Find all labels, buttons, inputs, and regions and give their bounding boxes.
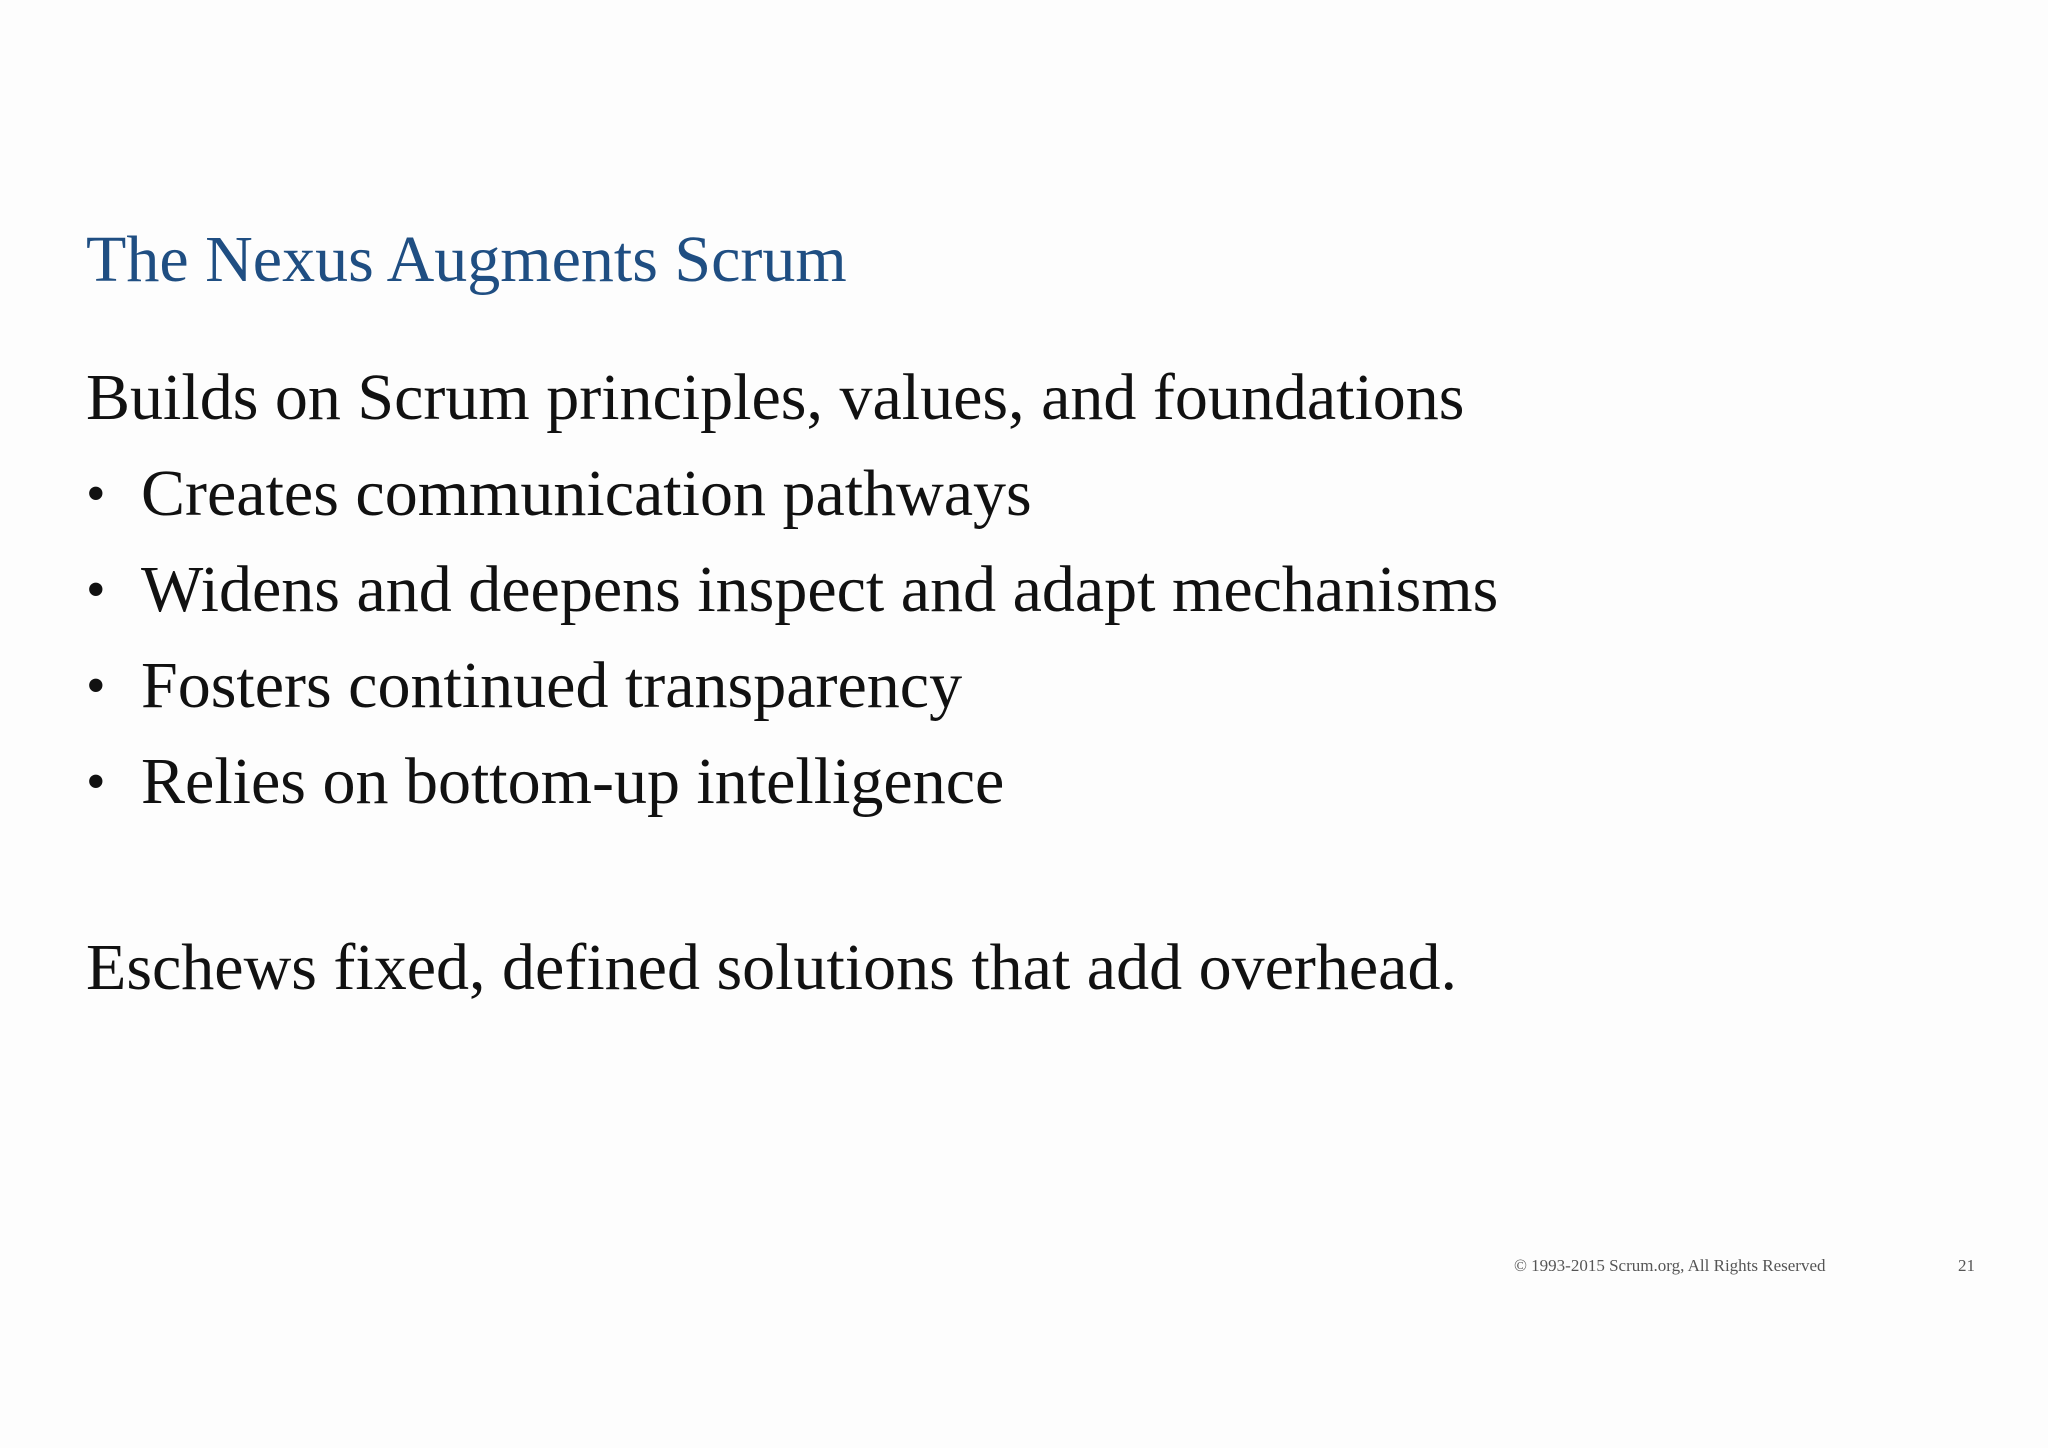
bullet-text: Fosters continued transparency <box>141 649 963 722</box>
bullet-text: Widens and deepens inspect and adapt mechanisms <box>141 553 1499 626</box>
bullet-marker: • <box>86 751 106 813</box>
bullet-text: Creates communication pathways <box>141 457 1032 530</box>
bullet-text: Relies on bottom-up intelligence <box>141 745 1005 818</box>
bullet-marker: • <box>86 559 106 621</box>
lead-statement: Builds on Scrum principles, values, and foundations <box>86 361 1465 434</box>
slide-title: The Nexus Augments Scrum <box>86 223 847 296</box>
page-number: 21 <box>1958 1256 1975 1275</box>
bullet-marker: • <box>86 655 106 717</box>
footer-copyright: © 1993-2015 Scrum.org, All Rights Reserved <box>1514 1256 1826 1275</box>
closing-statement: Eschews fixed, defined solutions that add overhead. <box>86 931 1457 1004</box>
bullet-marker: • <box>86 463 106 525</box>
